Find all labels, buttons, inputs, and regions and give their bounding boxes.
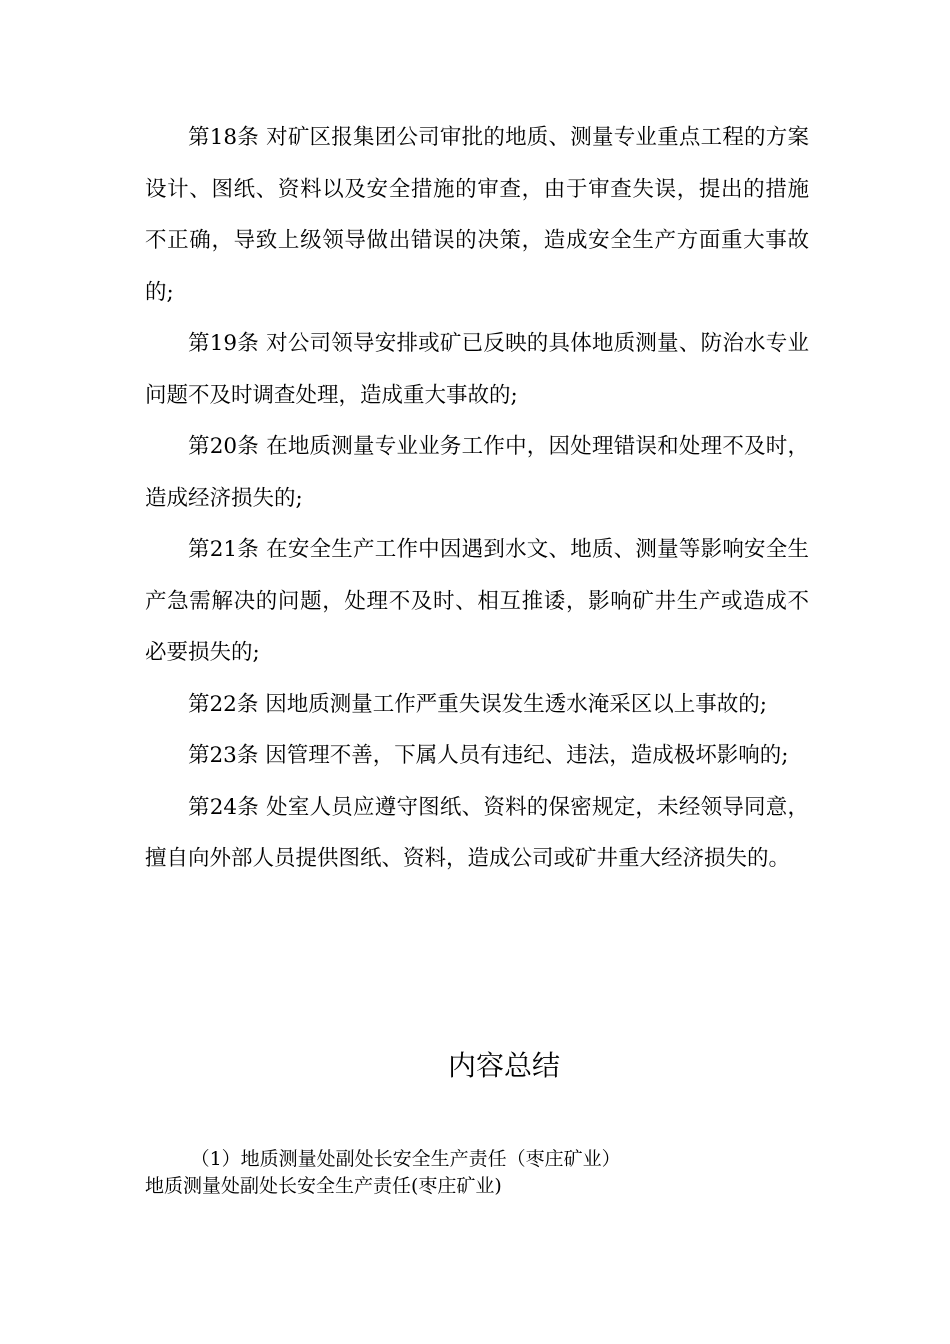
article-list <box>145 112 809 885</box>
article-24: 第24条 处室人员应遵守图纸、资料的保密规定，未经领导同意，擅自向外部人员提供图纸、资料，造成公司或矿井重大经济损失的。 <box>145 794 809 871</box>
article-21: 第21条 在安全生产工作中因遇到水文、地质、测量等影响安全生产急需解决的问题，处理不及时、相互推诿，影响矿井生产或造成不必要损失的; <box>145 537 809 665</box>
article-23: 第23条 因管理不善，下属人员有违纪、违法，造成极坏影响的; <box>188 743 789 768</box>
summary-title: 内容总结 <box>447 1049 560 1082</box>
article-20: 第20条 在地质测量专业业务工作中，因处理错误和处理不及时，造成经济损失的; <box>145 434 809 511</box>
article-22: 第22条 因地质测量工作严重失误发生透水淹采区以上事故的; <box>188 691 767 717</box>
summary-item-text: 地质测量处副处长安全生产责任(枣庄矿业) <box>145 1175 502 1197</box>
summary-item <box>145 1146 809 1200</box>
article-18: 第18条 对矿区报集团公司审批的地质、测量专业重点工程的方案设计、图纸、资料以及安全措施的审查，由于审查失误，提出的措施不正确，导致上级领导做出错误的决策，造成安全生产方面重大事故的; <box>145 125 809 305</box>
summary-item-heading: （1）地质测量处副处长安全生产责任（枣庄矿业） <box>190 1148 621 1170</box>
article-19: 第19条 对公司领导安排或矿已反映的具体地质测量、防治水专业问题不及时调查处理，造成重大事故的; <box>145 331 809 408</box>
